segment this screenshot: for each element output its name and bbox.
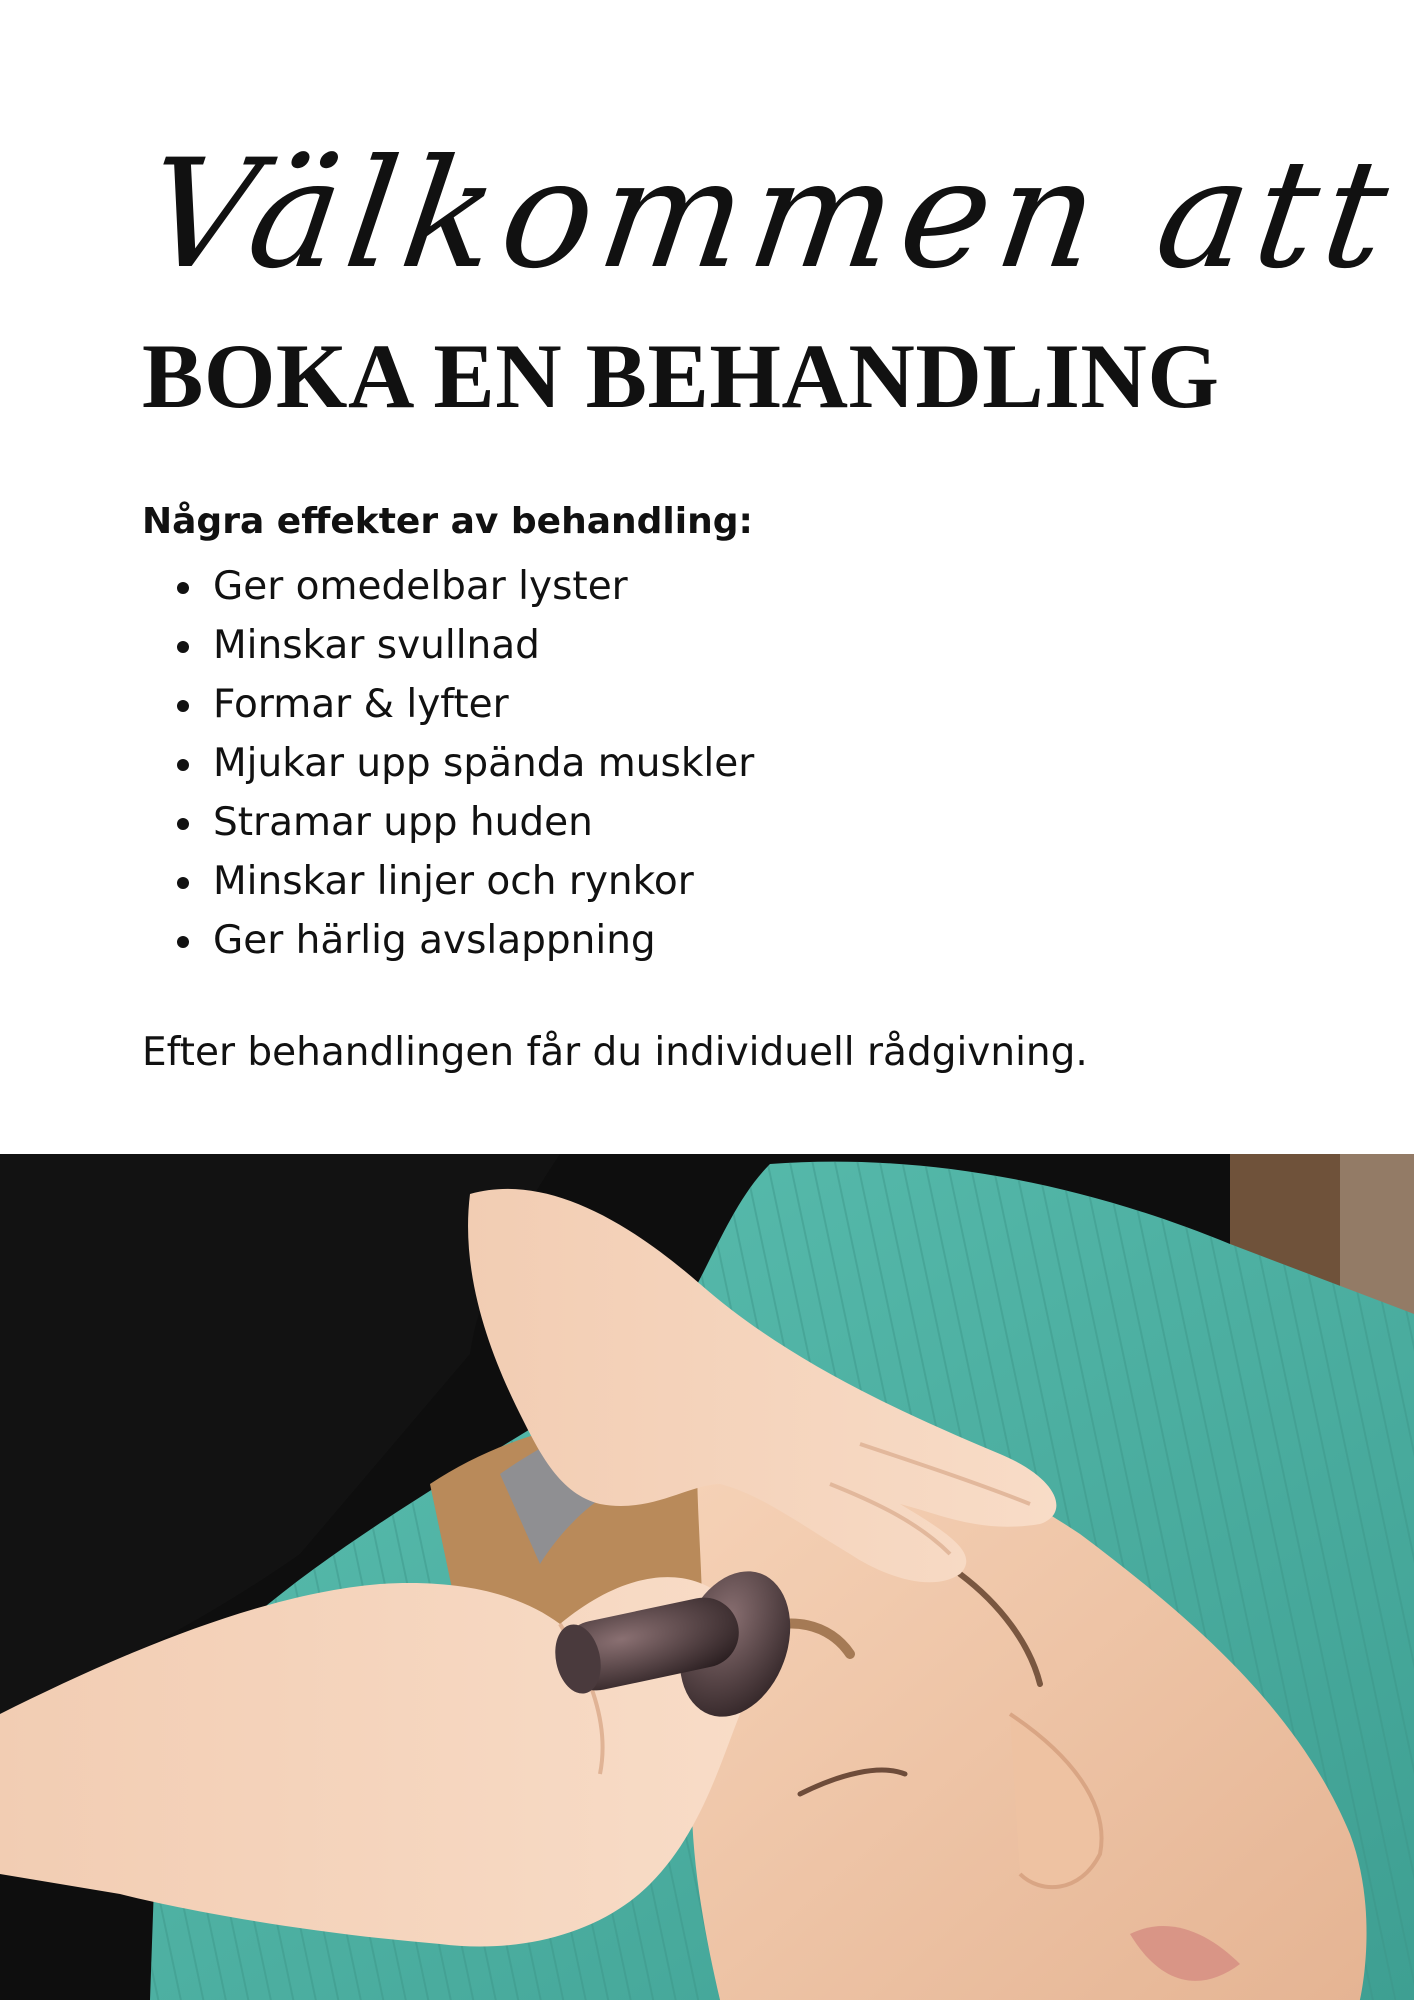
bullet-icon xyxy=(177,877,189,889)
list-item xyxy=(142,911,754,970)
bullet-icon xyxy=(177,641,189,653)
treatment-photo xyxy=(0,1154,1414,2000)
list-item xyxy=(142,734,754,793)
bullet-icon xyxy=(177,936,189,948)
treatment-illustration xyxy=(0,1154,1414,2000)
list-item-text: Stramar upp huden xyxy=(213,800,593,845)
bullet-icon xyxy=(177,818,189,830)
list-item-text: Minskar svullnad xyxy=(213,623,540,668)
bullet-icon xyxy=(177,582,189,594)
advice-text: Efter behandlingen får du individuell rådgivning. xyxy=(142,1030,1088,1075)
list-item-text: Formar & lyfter xyxy=(213,682,509,727)
list-item xyxy=(142,675,754,734)
list-item xyxy=(142,852,754,911)
effects-list xyxy=(142,557,754,970)
list-item-text: Mjukar upp spända muskler xyxy=(213,741,755,786)
main-heading: BOKA EN BEHANDLING xyxy=(142,325,1220,427)
bullet-icon xyxy=(177,700,189,712)
list-item-text: Ger härlig avslappning xyxy=(213,918,656,963)
list-item-text: Ger omedelbar lyster xyxy=(213,564,628,609)
list-item xyxy=(142,557,754,616)
effects-heading: Några effekter av behandling: xyxy=(142,501,753,542)
bullet-icon xyxy=(177,759,189,771)
list-item xyxy=(142,793,754,852)
list-item-text: Minskar linjer och rynkor xyxy=(213,859,694,904)
list-item xyxy=(142,616,754,675)
script-title: Välkommen att xyxy=(136,128,1406,302)
